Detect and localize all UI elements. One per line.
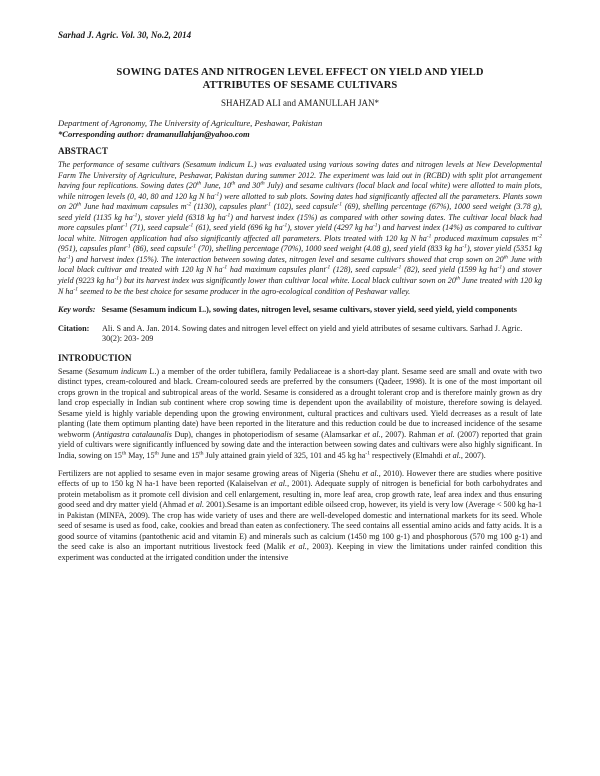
- title-line-1: SOWING DATES AND NITROGEN LEVEL EFFECT ON YIELD AND YIELD: [116, 67, 484, 78]
- keywords-label: Key words:: [58, 305, 96, 315]
- title-line-2: ATTRIBUTES OF SESAME CULTIVARS: [202, 80, 398, 91]
- citation-text: Ali. S and A. Jan. 2014. Sowing dates and nitrogen level effect on yield and yield attributes of sesame cultivars. Sarhad J. Agric. 30(2): 203- 209: [102, 323, 523, 344]
- paper-title: [58, 66, 542, 92]
- introduction-heading: INTRODUCTION: [58, 352, 132, 363]
- intro-paragraph-2: Fertilizers are not applied to sesame even in major sesame growing areas of Nigeria (Shehu et al., 2010). However there are studies where positive effects of up to 150 kg N ha-1 have been reported (Kalaiselvan et al., 2001). Adequate supply of nitrogen is beneficial for both carbohydrates and protein metabolism as it promote cell division and cell enlargement, resulting in, more leaf area, crop growth rate, leaf area index and thus ensuring good seed and dry matter yield (Ahmad et al. 2001).Sesame is an important edible oilseed crop, however, its yield is very low (Average < 500 kg ha-1 in Pakistan (MINFA, 2009). The crop has wide variety of uses and there are well-developed domestic and international markets for its seed. Whole seed of sesame is used as food, cake, cookies and bread than eaten as confectionery. The seed contains all essential amino acids and fatty acids. It is a good source of vitamins (pantothenic acid and vitamin E) and minerals such as calcium (1450 mg 100 g-1) and phosphorous (570 mg 100 g-1) and the seed cake is also an important nutritious livestock feed (Malik et al., 2003). Keeping in view the limitations under rainfed condition this experiment was conducted at the irrigated condition under the intensive: [58, 468, 543, 562]
- corresponding-author: *Corresponding author: dramanullahjan@yahoo.com: [58, 129, 250, 139]
- journal-header: Sarhad J. Agric. Vol. 30, No.2, 2014: [58, 30, 192, 40]
- citation-label: Citation:: [58, 323, 90, 333]
- intro-paragraph-1: Sesame (Sesamum indicum L.) a member of the order tubiflera, family Pedaliaceae is a short-day plant. Sesame seed are small and ovate with two distinct types, cream-coloured and black. Cream-coloured seeds are preferred by the consumers (Qadeer, 1998). It is one of the most important oil crops grown in the tropical and subtropical areas of the world. Sesame is considered as a drought tolerant crop and is therefore mainly grown as dry land crop especially in Indian sub continent where crop sowing time is dependent upon the availability of moisture, therefore sowing is delayed. Sesame yield is highly variable depending upon the growing environment, cultural practices and cultivars used. Yield decreases as a result of late planting (late them optimum planting date) have been reported in the literature and this reduction could be due to increased incidence of the sesame webworm (Antigastra catalaunalis Dup), changes in photoperiodism of sesame (Alamsarkar et al., 2007). Rahman et al. (2007) reported that grain yield of cultivars were significantly influenced by sowing date and the interaction between sowing dates and cultivars were also highly significant. In India, sowing on 15th May, 15th June and 15th July attained grain yield of 325, 101 and 45 kg $ha^{-1}$ respectively (Elmahdi et al., 2007).: [58, 366, 543, 460]
- affiliation: Department of Agronomy, The University of Agriculture, Peshawar, Pakistan: [58, 118, 323, 128]
- citation: [58, 324, 542, 345]
- authors: SHAHZAD ALI and AMANULLAH JAN*: [221, 98, 379, 108]
- keywords-text: Sesame (Sesamum indicum L.), sowing dates, nitrogen level, sesame cultivars, stover yield, seed yield, yield components: [101, 305, 517, 315]
- keywords: [58, 305, 542, 316]
- abstract-heading: ABSTRACT: [58, 146, 109, 156]
- abstract-text: The performance of sesame cultivars (Sesamum indicum L.) was evaluated using various sowing dates and nitrogen levels at New Developmental Farm The University of Agriculture, Peshawar, Pakistan during summer 2012. The experiment was laid out in (RCBD) with split plot arrangement having four replications. Sowing dates (20th June, 10th and 30th July) and sesame cultivars (local black and local white) were allotted to main plots, while nitrogen levels (0, 40, 80 and 120 kg N $ha^{-1}$) were allotted to sub plots. Sowing dates had significantly affected all the parameters. Plants sown on 20th June had maximum capsules $m^{-2}$ (1130), capsules plant$^{-1}$ (102), seed capsule$^{-1}$ (69), shelling percentage (67%), 1000 seed weight (3.78 g), seed yield (1135 kg $ha^{-1}$), stover yield (6318 kg $ha^{-1}$) and harvest index (15%) as compared with other sowing dates. The cultivar local black had more capsules plant$^{-1}$ (71), seed capsule$^{-1}$ (61), seed yield (696 kg $ha^{-1}$), stover yield (4297 kg $ha^{-1}$) and harvest index (14%) as compared to cultivar local white. Nitrogen application had also significantly affected all parameters. Plots treated with 120 kg N $ha^{-1}$ produced maximum capsules $m^{-2}$ (951), capsules plant$^{-1}$ (86), seed capsule$^{-1}$ (70), shelling percentage (70%), 1000 seed weight (4.08 g), seed yield (833 kg $ha^{-1}$), stover yield (5351 kg $ha^{-1}$) and harvest index (15%). The interaction between sowing dates, nitrogen level and sesame cultivars showed that crop sown on 20th June with local black cultivar and treated with 120 kg N $ha^{-1}$ had maximum capsules plant$^{-1}$ (128), seed capsule$^{-1}$ (82), seed yield (1599 kg $ha^{-1}$) and stover yield (9223 kg $ha^{-1}$) but its harvest index was significantly lower than cultivar local white. Local black cultivar sown on 20th June treated with 120 kg N $ha^{-1}$ seemed to be the best choice for sesame producer in the agro-ecological condition of Peshawar valley.: [58, 160, 543, 296]
